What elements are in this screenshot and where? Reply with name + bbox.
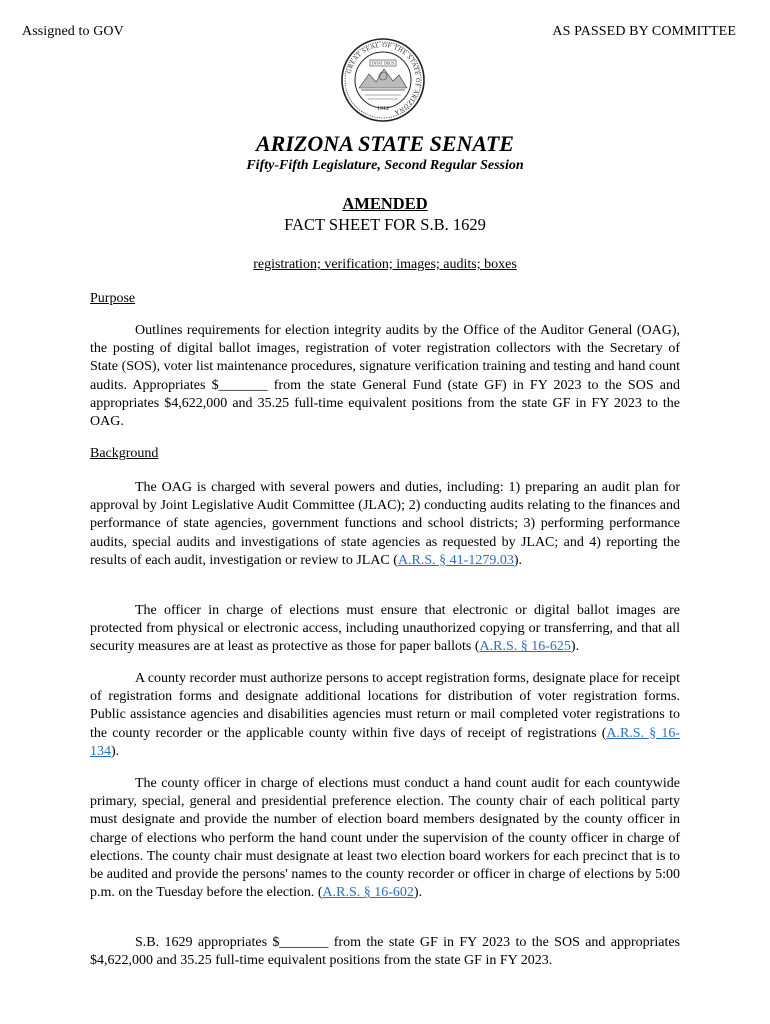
fact-sheet-title: FACT SHEET FOR S.B. 1629 xyxy=(284,215,486,234)
ars-16-602-link[interactable]: A.R.S. § 16-602 xyxy=(322,885,414,901)
ars-16-134-link[interactable]: A.R.S. § 16-134 xyxy=(90,725,680,759)
background-heading: Background xyxy=(90,446,159,461)
background-paragraph-2: The officer in charge of elections must ensure that electronic or digital ballot images are protected from physical or electronic access, including unauthorized copying or transferring, and that all security measures are at least as protective as those for paper ballots (A.R.S. § 16-625). xyxy=(90,603,680,655)
purpose-paragraph: Outlines requirements for election integrity audits by the Office of the Auditor General (OAG), the posting of digital ballot images, registration of voter registration collectors with the Secretary of State (SOS), voter list maintenance procedures, signature verification training and testing and hand count audits. Appropriates $_______ from the state General Fund (state GF) in FY 2023 to the SOS and appropriates $4,622,000 and 35.25 full-time equivalent positions from the state GF in FY 2023 to the OAG. xyxy=(90,323,680,430)
background-paragraph-1: The OAG is charged with several powers and duties, including: 1) preparing an audit plan for approval by Joint Legislative Audit Committee (JLAC); 2) conducting audits relating to the finances and performance of state agencies, government functions and school districts; 3) performing performance audits, special audits and investigations of state agencies as requested by JLAC; and 4) reporting the results of each audit, investigation or review to JLAC (A.R.S. § 41-1279.03). xyxy=(90,480,680,568)
background-paragraph-3: A county recorder must authorize persons to accept registration forms, designate place for receipt of registration forms and designate additional locations for distribution of voter registration forms. Public assistance agencies and disabilities agencies must return or mail completed voter registrations to the county recorder or the applicable county within five days of receipt of registrations (A.R.S. § 16-134). xyxy=(90,671,681,759)
page-title: ARIZONA STATE SENATE xyxy=(256,131,514,156)
amended-label: AMENDED xyxy=(342,194,428,213)
great-seal-icon xyxy=(341,38,425,122)
background-paragraph-5: S.B. 1629 appropriates $_______ from the state GF in FY 2023 to the SOS and appropriates $4,622,000 and 35.25 full-time equivalent positions from the state GF in FY 2023. xyxy=(90,935,680,969)
purpose-heading: Purpose xyxy=(90,291,136,306)
background-paragraph-4: The county officer in charge of elections must conduct a hand count audit for each countywide primary, special, general and presidential preference election. The county chair of each political party must designate and provide the number of election board members designated by the county officer in charge of elections who perform the hand count under the supervision of the county officer in charge of elections. The county chair must designate at least two election board workers for each precinct that is to be audited and provide the persons' names to the county recorder or officer in charge of elections by 5:00 p.m. on the Tuesday before the election. (A.R.S. § 16-602). xyxy=(90,776,680,901)
svg-text:GREAT SEAL OF THE STATE OF ARI: GREAT SEAL OF THE STATE OF ARIZONA xyxy=(345,41,422,116)
ars-41-1279-03-link[interactable]: A.R.S. § 41-1279.03 xyxy=(397,552,514,568)
svg-text:DITAT DEUS: DITAT DEUS xyxy=(371,60,395,66)
svg-text:1912: 1912 xyxy=(377,106,389,112)
header-status: AS PASSED BY COMMITTEE xyxy=(552,24,736,39)
ars-16-625-link[interactable]: A.R.S. § 16-625 xyxy=(479,639,571,655)
bill-topics: registration; verification; images; audits; boxes xyxy=(253,257,517,272)
header-assigned: Assigned to GOV xyxy=(22,24,124,39)
session-subtitle: Fifty-Fifth Legislature, Second Regular Session xyxy=(246,158,524,173)
